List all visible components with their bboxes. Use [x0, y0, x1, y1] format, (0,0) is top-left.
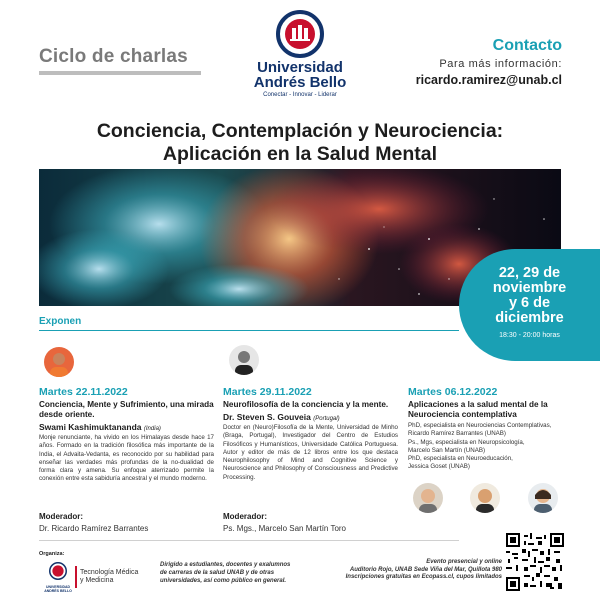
dates-line4: diciembre [495, 310, 564, 326]
venue-line2: Auditorio Rojo, UNAB Sede Viña del Mar, Quillota 980 [349, 566, 502, 573]
dates-line1: 22, 29 de [498, 265, 561, 281]
talk-2-description: Doctor en (Neuro)Filosofía de la Mente, Universidad de Minho (Braga, Portugal), Investigador del Centro de Estudios Filosóficos y Humanísticos, Universidade Católica Portuguesa. Autor y editor de más de 12 libros entre los que destaca Neurophilosophy of Mind and Cognitive Science y Neuroscience and Philosophy of Consciousness and Predictive Processing. [223, 424, 398, 481]
avatar-san-martin [470, 483, 500, 513]
logo-line1: Universidad [257, 59, 343, 76]
event-title-line1: Conciencia, Contemplación y Neurociencia: [96, 120, 504, 142]
avatar-ramirez [413, 483, 443, 513]
talk-1-title: Conciencia, Mente y Sufrimiento, una mirada desde oriente. [39, 400, 214, 419]
talk-2-speaker-name: Dr. Steven S. Gouveia [223, 412, 311, 422]
dates-line2: noviembre [492, 280, 567, 296]
talk-1-moderator-label: Moderador: [39, 512, 83, 521]
organizer-logo-line1: UNIVERSIDAD [45, 585, 71, 589]
venue-line1: Evento presencial y online [426, 559, 502, 565]
talk-2-speaker [223, 412, 398, 422]
event-dates-badge [459, 249, 600, 361]
logo-line2: Andrés Bello [253, 74, 347, 91]
venue-line3: Inscripciones gratuitas en Ecopass.cl, cupos limitados [345, 574, 502, 580]
speakers-label: Exponen [39, 316, 82, 327]
contact-title: Contacto [492, 37, 562, 54]
talk-1-speaker-name: Swami Kashimuktananda [39, 422, 142, 432]
talk-3-person-line: Jessica Goset (UNAB) [408, 463, 470, 471]
talk-3-person-line: Ricardo Ramírez Barrantes (UNAB) [408, 430, 506, 438]
talk-2-moderator: Ps. Mgs., Marcelo San Martín Toro [223, 524, 347, 533]
talk-1-speaker-origin: (India) [143, 426, 161, 432]
talk-1 [39, 386, 214, 533]
university-emblem-icon [276, 10, 324, 58]
contact-subtitle: Para más información: [439, 58, 562, 70]
event-title [0, 120, 600, 166]
talk-3-person-line: PhD, especialista en Neurociencias Contemplativas, [408, 422, 552, 429]
talk-3 [408, 386, 568, 472]
talk-2 [223, 386, 398, 533]
talk-3-title: Aplicaciones a la salud mental de la Neurociencia contemplativa [408, 400, 548, 419]
event-title-line2: Aplicación en la Salud Mental [162, 143, 438, 165]
talk-2-speaker-origin: (Portugal) [313, 416, 340, 422]
talk-3-person-line: Marcelo San Martín (UNAB) [408, 446, 486, 454]
talk-1-moderator: Dr. Ricardo Ramírez Barrantes [39, 524, 149, 533]
talk-3-people [408, 422, 568, 472]
organizer-label: Organiza: [39, 551, 65, 557]
talk-1-date: Martes 22.11.2022 [39, 386, 128, 398]
university-logo [240, 10, 360, 98]
talk-2-title: Neurofilosofía de la conciencia y la mente. [223, 400, 389, 409]
audience-line2: de carreras de la salud UNAB y de otras [160, 570, 275, 576]
venue-info [346, 559, 502, 582]
organizer-logo [39, 562, 77, 593]
contact-email[interactable]: ricardo.ramirez@unab.cl [415, 73, 562, 87]
registration-qr-code[interactable] [506, 533, 564, 591]
logo-tagline: Conectar - Innovar - Liderar [263, 92, 337, 98]
talk-1-description: Monje renunciante, ha vivido en los Himalayas desde hace 17 años. Formado en la tradición filosófica más importante de la India, el Advaita-Vedanta, es reconocido por su habilidad para enseñar las verdades más profundas de la no-dualidad de forma clara y amena. Su enfoque aterrizado permite la conexión entre esta sabiduría ancestral y el mundo moderno. [39, 434, 214, 483]
audience-line1: Dirigido a estudiantes, docentes y exalumnos [160, 562, 291, 568]
dates-time: 18:30 - 20:00 horas [499, 332, 560, 339]
faculty-accent-bar [75, 566, 77, 588]
avatar-gouveia [229, 345, 259, 375]
talk-3-person-line: Ps., Mgs, especialista en Neuropsicología, [408, 438, 525, 446]
qr-code-icon [506, 533, 564, 591]
talk-1-speaker [39, 422, 214, 432]
speakers-divider [39, 330, 459, 331]
talk-2-moderator-label: Moderador: [223, 512, 267, 521]
faculty-line2: y Medicina [80, 577, 114, 584]
faculty-name [80, 569, 138, 585]
audience-note [160, 561, 290, 585]
footer-divider [39, 540, 459, 541]
series-underline [39, 71, 201, 75]
dates-line3: y 6 de [508, 295, 551, 311]
series-title: Ciclo de charlas [39, 46, 188, 67]
faculty-line1: Tecnología Médica [80, 569, 139, 576]
avatar-swami [44, 347, 74, 377]
talk-2-date: Martes 29.11.2022 [223, 386, 312, 398]
talk-3-person-line: PhD, especialista en Neuroeducación, [408, 455, 513, 463]
organizer-logo-line2: ANDRÉS BELLO [44, 589, 72, 593]
audience-line3: universidades, así como público en general. [160, 578, 287, 584]
talk-3-date: Martes 06.12.2022 [408, 386, 498, 398]
avatar-goset [528, 483, 558, 513]
contact-block [416, 37, 562, 87]
organizer-emblem-icon [49, 562, 67, 580]
